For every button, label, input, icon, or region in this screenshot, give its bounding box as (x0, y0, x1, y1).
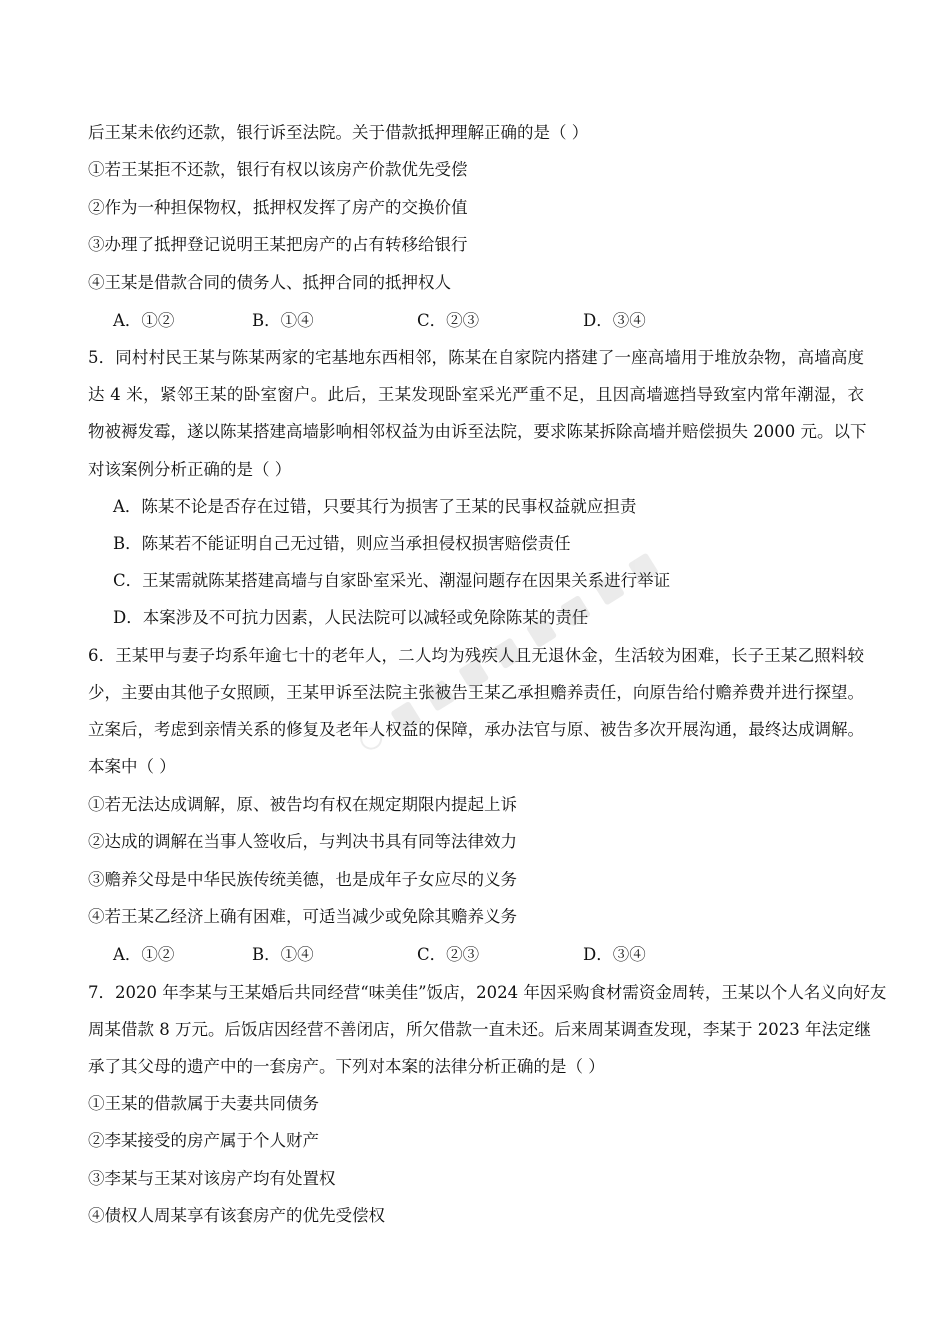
q6-stem-line-1: 6．王某甲与妻子均系年逾七十的老年人，二人均为残疾人且无退休金，生活较为困难，长子王某乙照料较 (88, 646, 864, 665)
q5-stem-line-2: 达 4 米，紧邻王某的卧室窗户。此后，王某发现卧室采光严重不足，且因高墙遮挡导致室内常年潮湿，衣 (88, 385, 864, 404)
q6-item-2: ②达成的调解在当事人签收后，与判决书具有同等法律效力 (88, 832, 517, 851)
q5-option-b[interactable]: B．陈某若不能证明自己无过错，则应当承担侵权损害赔偿责任 (113, 534, 571, 553)
q5-option-a[interactable]: A．陈某不论是否存在过错，只要其行为损害了王某的民事权益就应担责 (113, 497, 637, 516)
q6-stem-line-2: 少，主要由其他子女照顾，王某甲诉至法院主张被告王某乙承担赡养责任，向原告给付赡养费并进行探望。 (88, 683, 864, 702)
watermark-graphic (300, 480, 720, 800)
q7-item-1: ①王某的借款属于夫妻共同债务 (88, 1094, 319, 1113)
q6-option-c[interactable]: C．②③ (417, 945, 480, 964)
q5-stem-line-3: 物被褥发霉，遂以陈某搭建高墙影响相邻权益为由诉至法院，要求陈某拆除高墙并赔偿损失 2000 元。以下 (88, 422, 867, 441)
q7-stem-line-3: 承了其父母的遗产中的一套房产。下列对本案的法律分析正确的是（ ） (88, 1057, 605, 1076)
q4-option-c[interactable]: C．②③ (417, 311, 480, 330)
q4-option-b[interactable]: B．①④ (252, 311, 314, 330)
q6-option-a[interactable]: A．①② (113, 945, 175, 964)
q6-item-1: ①若无法达成调解，原、被告均有权在规定期限内提起上诉 (88, 795, 517, 814)
q6-option-d[interactable]: D．③④ (583, 945, 646, 964)
q7-stem-line-2: 周某借款 8 万元。后饭店因经营不善闭店，所欠借款一直未还。后来周某调查发现，李某于 2023 年法定继 (88, 1020, 871, 1039)
q7-item-3: ③李某与王某对该房产均有处置权 (88, 1169, 336, 1188)
q7-item-4: ④债权人周某享有该套房产的优先受偿权 (88, 1206, 385, 1225)
q7-item-2: ②李某接受的房产属于个人财产 (88, 1131, 319, 1150)
q4-stem-tail: 后王某未依约还款，银行诉至法院。关于借款抵押理解正确的是（ ） (88, 123, 589, 142)
q5-stem-line-1: 5．同村村民王某与陈某两家的宅基地东西相邻，陈某在自家院内搭建了一座高墙用于堆放杂物，高墙高度 (88, 348, 864, 367)
q4-option-a[interactable]: A．①② (113, 311, 175, 330)
q6-item-4: ④若王某乙经济上确有困难，可适当减少或免除其赡养义务 (88, 907, 517, 926)
q4-item-1: ①若王某拒不还款，银行有权以该房产价款优先受偿 (88, 160, 468, 179)
q7-stem-line-1: 7．2020 年李某与王某婚后共同经营“味美佳”饭店，2024 年因采购食材需资金周转，王某以个人名义向好友 (88, 983, 887, 1002)
q5-stem-line-4: 对该案例分析正确的是（ ） (88, 460, 292, 479)
q4-option-d[interactable]: D．③④ (583, 311, 646, 330)
q5-option-c[interactable]: C．王某需就陈某搭建高墙与自家卧室采光、潮湿问题存在因果关系进行举证 (113, 571, 671, 590)
q6-item-3: ③赡养父母是中华民族传统美德，也是成年子女应尽的义务 (88, 870, 517, 889)
q4-item-4: ④王某是借款合同的债务人、抵押合同的抵押权人 (88, 273, 451, 292)
q4-item-3: ③办理了抵押登记说明王某把房产的占有转移给银行 (88, 235, 468, 254)
q4-item-2: ②作为一种担保物权，抵押权发挥了房产的交换价值 (88, 198, 468, 217)
q5-option-d[interactable]: D．本案涉及不可抗力因素，人民法院可以减轻或免除陈某的责任 (113, 608, 589, 627)
q6-stem-line-3: 立案后，考虑到亲情关系的修复及老年人权益的保障，承办法官与原、被告多次开展沟通，最终达成调解。 (88, 720, 864, 739)
q6-stem-line-4: 本案中（ ） (88, 757, 176, 776)
q6-option-b[interactable]: B．①④ (252, 945, 314, 964)
